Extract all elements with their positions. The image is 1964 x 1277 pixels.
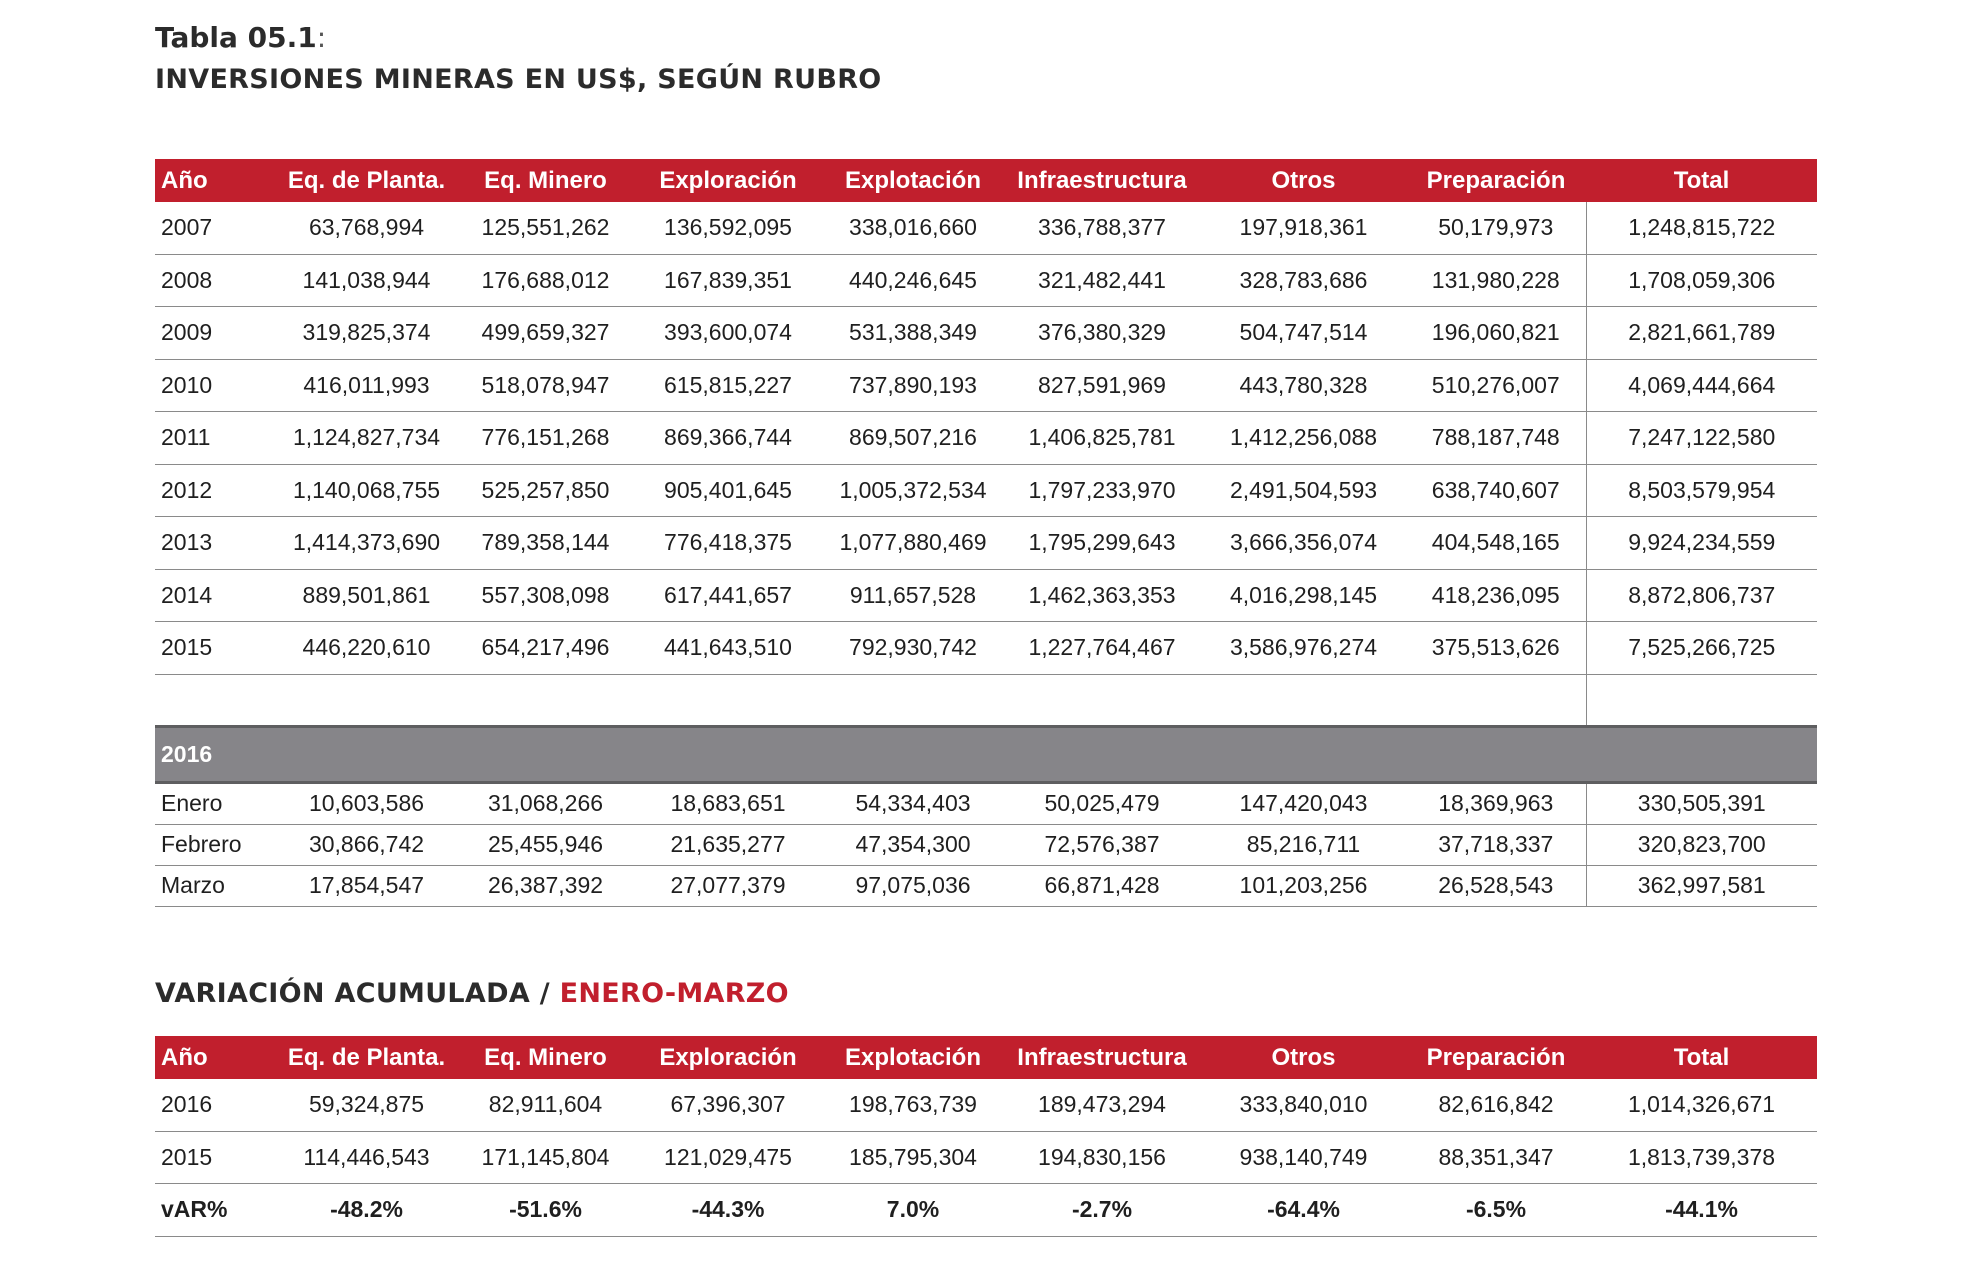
table-cell: 518,078,947 xyxy=(458,359,633,412)
table-cell: 17,854,547 xyxy=(275,865,458,906)
table-cell: 10,603,586 xyxy=(275,782,458,824)
table-cell: 54,334,403 xyxy=(823,782,1003,824)
header-row xyxy=(155,1036,1817,1079)
table-cell: 1,462,363,353 xyxy=(1003,569,1201,622)
col-header-explotacion: Explotación xyxy=(823,159,1003,202)
table-cell: 197,918,361 xyxy=(1201,202,1406,254)
col-header-eq-minero: Eq. Minero xyxy=(458,159,633,202)
variation-title: VARIACIÓN ACUMULADA / ENERO-MARZO xyxy=(155,978,789,1009)
table-cell: -44.3% xyxy=(633,1184,823,1237)
row-label-cell: Febrero xyxy=(155,824,275,865)
variation-table xyxy=(155,1036,1817,1237)
title-block xyxy=(155,18,882,102)
table-row xyxy=(155,254,1817,307)
col-header-year: Año xyxy=(155,159,275,202)
table-cell: 1,140,068,755 xyxy=(275,464,458,517)
table-cell: 8,503,579,954 xyxy=(1586,464,1817,517)
col-header-infraestructura: Infraestructura xyxy=(1003,159,1201,202)
table-cell: 638,740,607 xyxy=(1406,464,1586,517)
table-cell: 114,446,543 xyxy=(275,1131,458,1184)
empty-cell xyxy=(1586,674,1817,726)
table-cell: 101,203,256 xyxy=(1201,865,1406,906)
table-cell: -51.6% xyxy=(458,1184,633,1237)
empty-cell xyxy=(823,674,1003,726)
row-label-cell: 2008 xyxy=(155,254,275,307)
col-header-preparacion: Preparación xyxy=(1406,1036,1586,1079)
table-cell: -44.1% xyxy=(1586,1184,1817,1237)
table-cell: 1,014,326,671 xyxy=(1586,1079,1817,1131)
table-cell: 171,145,804 xyxy=(458,1131,633,1184)
table-cell: 167,839,351 xyxy=(633,254,823,307)
empty-cell xyxy=(633,674,823,726)
table-cell: 869,366,744 xyxy=(633,412,823,465)
table-row xyxy=(155,622,1817,675)
col-header-explotacion: Explotación xyxy=(823,1036,1003,1079)
col-header-otros: Otros xyxy=(1201,1036,1406,1079)
table-cell: 26,387,392 xyxy=(458,865,633,906)
table-cell: 72,576,387 xyxy=(1003,824,1201,865)
table-cell: 185,795,304 xyxy=(823,1131,1003,1184)
row-label-cell: 2009 xyxy=(155,307,275,360)
table-cell: 789,358,144 xyxy=(458,517,633,570)
table-cell: 21,635,277 xyxy=(633,824,823,865)
table-cell: 375,513,626 xyxy=(1406,622,1586,675)
table-cell: 416,011,993 xyxy=(275,359,458,412)
table-cell: 4,016,298,145 xyxy=(1201,569,1406,622)
row-label-cell: 2014 xyxy=(155,569,275,622)
table-cell: 1,708,059,306 xyxy=(1586,254,1817,307)
table-cell: 7,247,122,580 xyxy=(1586,412,1817,465)
col-header-eq-planta: Eq. de Planta. xyxy=(275,159,458,202)
table-cell: 869,507,216 xyxy=(823,412,1003,465)
table-cell: 136,592,095 xyxy=(633,202,823,254)
table-cell: 441,643,510 xyxy=(633,622,823,675)
table-cell: 788,187,748 xyxy=(1406,412,1586,465)
table-cell: 615,815,227 xyxy=(633,359,823,412)
table-cell: 1,406,825,781 xyxy=(1003,412,1201,465)
table-cell: 1,414,373,690 xyxy=(275,517,458,570)
table-cell: 37,718,337 xyxy=(1406,824,1586,865)
table-cell: 338,016,660 xyxy=(823,202,1003,254)
table-cell: 1,412,256,088 xyxy=(1201,412,1406,465)
table-cell: 63,768,994 xyxy=(275,202,458,254)
table-cell: 198,763,739 xyxy=(823,1079,1003,1131)
table-cell: 8,872,806,737 xyxy=(1586,569,1817,622)
table-cell: 1,077,880,469 xyxy=(823,517,1003,570)
table-cell: 321,482,441 xyxy=(1003,254,1201,307)
table-cell: 328,783,686 xyxy=(1201,254,1406,307)
table-cell: 9,924,234,559 xyxy=(1586,517,1817,570)
table-cell: 510,276,007 xyxy=(1406,359,1586,412)
table-cell: 50,025,479 xyxy=(1003,782,1201,824)
table-cell: 85,216,711 xyxy=(1201,824,1406,865)
table-cell: 333,840,010 xyxy=(1201,1079,1406,1131)
spacer-row xyxy=(155,674,1817,726)
month-row xyxy=(155,824,1817,865)
empty-cell xyxy=(155,674,275,726)
table-cell: 827,591,969 xyxy=(1003,359,1201,412)
col-header-year: Año xyxy=(155,1036,275,1079)
col-header-eq-minero: Eq. Minero xyxy=(458,1036,633,1079)
table-cell: 440,246,645 xyxy=(823,254,1003,307)
row-label-cell: 2010 xyxy=(155,359,275,412)
table-cell: 443,780,328 xyxy=(1201,359,1406,412)
table-cell: 737,890,193 xyxy=(823,359,1003,412)
col-header-exploracion: Exploración xyxy=(633,159,823,202)
col-header-total: Total xyxy=(1586,159,1817,202)
col-header-preparacion: Preparación xyxy=(1406,159,1586,202)
table-cell: 525,257,850 xyxy=(458,464,633,517)
row-label-cell: 2015 xyxy=(155,1131,275,1184)
investment-table xyxy=(155,159,1817,907)
col-header-eq-planta: Eq. de Planta. xyxy=(275,1036,458,1079)
table-row xyxy=(155,412,1817,465)
table-cell: 141,038,944 xyxy=(275,254,458,307)
table-cell: 196,060,821 xyxy=(1406,307,1586,360)
table-cell: 59,324,875 xyxy=(275,1079,458,1131)
table-cell: -6.5% xyxy=(1406,1184,1586,1237)
table-cell: 147,420,043 xyxy=(1201,782,1406,824)
empty-cell xyxy=(1406,674,1586,726)
empty-cell xyxy=(275,674,458,726)
table-cell: -2.7% xyxy=(1003,1184,1201,1237)
table-cell: 3,666,356,074 xyxy=(1201,517,1406,570)
table-cell: 82,616,842 xyxy=(1406,1079,1586,1131)
table-cell: 66,871,428 xyxy=(1003,865,1201,906)
table-cell: 31,068,266 xyxy=(458,782,633,824)
table-cell: 911,657,528 xyxy=(823,569,1003,622)
table-cell: 97,075,036 xyxy=(823,865,1003,906)
header-row xyxy=(155,159,1817,202)
table-row xyxy=(155,1131,1817,1184)
table-cell: 1,795,299,643 xyxy=(1003,517,1201,570)
table-cell: 376,380,329 xyxy=(1003,307,1201,360)
table-cell: 792,930,742 xyxy=(823,622,1003,675)
table-cell: 504,747,514 xyxy=(1201,307,1406,360)
row-label-cell: 2015 xyxy=(155,622,275,675)
table-cell: 499,659,327 xyxy=(458,307,633,360)
table-cell: 330,505,391 xyxy=(1586,782,1817,824)
table-cell: 30,866,742 xyxy=(275,824,458,865)
table-cell: 1,124,827,734 xyxy=(275,412,458,465)
table-cell: 4,069,444,664 xyxy=(1586,359,1817,412)
table-cell: 26,528,543 xyxy=(1406,865,1586,906)
variation-percent-row xyxy=(155,1184,1817,1237)
table-row xyxy=(155,307,1817,360)
table-row xyxy=(155,517,1817,570)
row-label-cell: 2012 xyxy=(155,464,275,517)
table-cell: 336,788,377 xyxy=(1003,202,1201,254)
table-cell: 2,491,504,593 xyxy=(1201,464,1406,517)
table-cell: 121,029,475 xyxy=(633,1131,823,1184)
table-cell: 446,220,610 xyxy=(275,622,458,675)
table-cell: 3,586,976,274 xyxy=(1201,622,1406,675)
table-row xyxy=(155,464,1817,517)
table-cell: 194,830,156 xyxy=(1003,1131,1201,1184)
table-row xyxy=(155,202,1817,254)
table-cell: 938,140,749 xyxy=(1201,1131,1406,1184)
row-label-cell: Enero xyxy=(155,782,275,824)
table-cell: 1,227,764,467 xyxy=(1003,622,1201,675)
table-row xyxy=(155,569,1817,622)
table-cell: 82,911,604 xyxy=(458,1079,633,1131)
table-cell: 25,455,946 xyxy=(458,824,633,865)
table-cell: 557,308,098 xyxy=(458,569,633,622)
table-cell: 362,997,581 xyxy=(1586,865,1817,906)
empty-cell xyxy=(1003,674,1201,726)
table-cell: 617,441,657 xyxy=(633,569,823,622)
table-cell: 67,396,307 xyxy=(633,1079,823,1131)
table-cell: -48.2% xyxy=(275,1184,458,1237)
table-cell: 7,525,266,725 xyxy=(1586,622,1817,675)
table-cell: 776,151,268 xyxy=(458,412,633,465)
table-cell: 88,351,347 xyxy=(1406,1131,1586,1184)
table-cell: 2,821,661,789 xyxy=(1586,307,1817,360)
table-number: Tabla 05.1: xyxy=(155,21,327,54)
empty-cell xyxy=(458,674,633,726)
table-cell: 319,825,374 xyxy=(275,307,458,360)
col-header-total: Total xyxy=(1586,1036,1817,1079)
row-label-cell: Marzo xyxy=(155,865,275,906)
table-cell: 125,551,262 xyxy=(458,202,633,254)
table-cell: 418,236,095 xyxy=(1406,569,1586,622)
table-cell: -64.4% xyxy=(1201,1184,1406,1237)
table-cell: 1,797,233,970 xyxy=(1003,464,1201,517)
year-2016-band xyxy=(155,726,1817,782)
table-cell: 531,388,349 xyxy=(823,307,1003,360)
row-label-cell: 2016 xyxy=(155,1079,275,1131)
table-row xyxy=(155,359,1817,412)
row-label-cell: 2007 xyxy=(155,202,275,254)
row-label-cell: 2011 xyxy=(155,412,275,465)
table-cell: 131,980,228 xyxy=(1406,254,1586,307)
table-cell: 50,179,973 xyxy=(1406,202,1586,254)
row-label-cell: vAR% xyxy=(155,1184,275,1237)
table-cell: 1,248,815,722 xyxy=(1586,202,1817,254)
month-row xyxy=(155,865,1817,906)
table-title: INVERSIONES MINERAS EN US$, SEGÚN RUBRO xyxy=(155,64,882,95)
table-cell: 393,600,074 xyxy=(633,307,823,360)
variation-title-accent: ENERO-MARZO xyxy=(559,978,789,1009)
table-cell: 889,501,861 xyxy=(275,569,458,622)
year-2016-label: 2016 xyxy=(155,726,1817,782)
table-cell: 27,077,379 xyxy=(633,865,823,906)
table-cell: 176,688,012 xyxy=(458,254,633,307)
row-label-cell: 2013 xyxy=(155,517,275,570)
table-cell: 18,369,963 xyxy=(1406,782,1586,824)
table-cell: 1,813,739,378 xyxy=(1586,1131,1817,1184)
col-header-otros: Otros xyxy=(1201,159,1406,202)
table-cell: 905,401,645 xyxy=(633,464,823,517)
table-cell: 7.0% xyxy=(823,1184,1003,1237)
month-row xyxy=(155,782,1817,824)
table-cell: 654,217,496 xyxy=(458,622,633,675)
empty-cell xyxy=(1201,674,1406,726)
table-cell: 189,473,294 xyxy=(1003,1079,1201,1131)
table-cell: 320,823,700 xyxy=(1586,824,1817,865)
table-cell: 18,683,651 xyxy=(633,782,823,824)
table-cell: 404,548,165 xyxy=(1406,517,1586,570)
table-cell: 1,005,372,534 xyxy=(823,464,1003,517)
col-header-infraestructura: Infraestructura xyxy=(1003,1036,1201,1079)
col-header-exploracion: Exploración xyxy=(633,1036,823,1079)
table-cell: 47,354,300 xyxy=(823,824,1003,865)
table-cell: 776,418,375 xyxy=(633,517,823,570)
table-row xyxy=(155,1079,1817,1131)
